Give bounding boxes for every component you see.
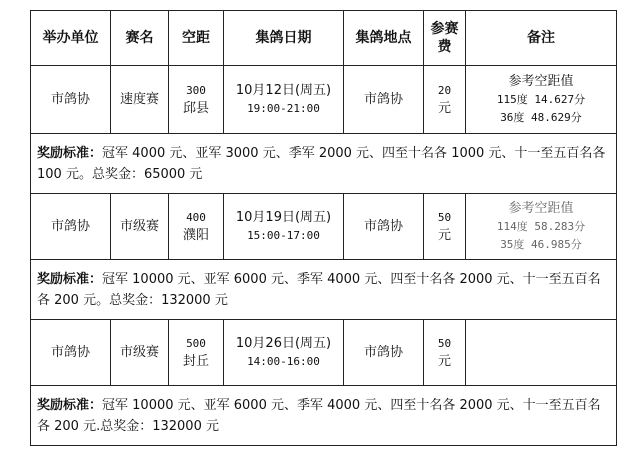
header-collection-venue: 集鸽地点: [344, 11, 424, 66]
header-entry-fee: 参赛费: [424, 11, 466, 66]
race-schedule-table: [30, 10, 617, 446]
race-name-cell: 市级赛: [111, 194, 169, 260]
fee-unit: 元: [437, 227, 451, 243]
venue-cell: 市鸽协: [344, 194, 424, 260]
release-location: 濮阳: [182, 227, 209, 243]
release-location: 封丘: [182, 353, 209, 369]
reward-cell: [31, 134, 617, 194]
date-cell: [224, 320, 344, 386]
organizer-cell: 市鸽协: [31, 66, 111, 134]
distance-cell: [169, 194, 224, 260]
race-name-cell: 速度赛: [111, 66, 169, 134]
fee-value: 50: [437, 210, 452, 224]
distance-value: 300: [186, 83, 206, 97]
fee-value: 20: [437, 83, 452, 97]
notes-cell: [466, 320, 617, 386]
distance-cell: [169, 66, 224, 134]
header-distance: 空距: [169, 11, 224, 66]
reward-row: [31, 386, 617, 446]
organizer-cell: 市鸽协: [31, 194, 111, 260]
header-collection-date: 集鸽日期: [224, 11, 344, 66]
notes-value: 36度 48.629分: [500, 110, 582, 124]
header-organizer: 举办单位: [31, 11, 111, 66]
collection-time: 14:00-16:00: [247, 354, 320, 368]
notes-cell: [466, 66, 617, 134]
reward-row: [31, 260, 617, 320]
table-row: [31, 66, 617, 134]
fee-cell: [424, 320, 466, 386]
fee-unit: 元: [437, 100, 451, 116]
fee-cell: [424, 66, 466, 134]
race-name-cell: 市级赛: [111, 320, 169, 386]
collection-time: 15:00-17:00: [247, 228, 320, 242]
collection-date: 10月26日(周五): [235, 335, 332, 351]
date-cell: [224, 66, 344, 134]
reward-label: 奖励标准：: [37, 271, 103, 287]
distance-value: 400: [186, 210, 206, 224]
collection-date: 10月19日(周五): [235, 209, 332, 225]
header-notes: 备注: [466, 11, 617, 66]
organizer-cell: 市鸽协: [31, 320, 111, 386]
reward-cell: [31, 386, 617, 446]
notes-cell: [466, 194, 617, 260]
reward-text: 冠军 4000 元、亚军 3000 元、季军 2000 元、四至十名各 1000 元、十一至五百名各 100 元。总奖金：65000 元: [37, 145, 606, 182]
distance-cell: [169, 320, 224, 386]
venue-cell: 市鸽协: [344, 320, 424, 386]
collection-date: 10月12日(周五): [235, 82, 332, 98]
reward-text: 冠军 10000 元、亚军 6000 元、季军 4000 元、四至十名各 2000 元、十一至五百名各 200 元.总奖金：132000 元: [37, 397, 601, 434]
notes-value: 115度 14.627分: [496, 92, 586, 106]
notes-title: 参考空距值: [508, 200, 574, 216]
header-race-name: 赛名: [111, 11, 169, 66]
reward-text: 冠军 10000 元、亚军 6000 元、季军 4000 元、四至十名各 2000 元、十一至五百名各 200 元。总奖金：132000 元: [37, 271, 601, 308]
release-location: 邱县: [182, 100, 209, 116]
reward-label: 奖励标准：: [37, 397, 103, 413]
distance-value: 500: [186, 336, 206, 350]
date-cell: [224, 194, 344, 260]
reward-row: [31, 134, 617, 194]
table-row: [31, 194, 617, 260]
table-header-row: [31, 11, 617, 66]
fee-cell: [424, 194, 466, 260]
reward-label: 奖励标准：: [37, 145, 103, 161]
venue-cell: 市鸽协: [344, 66, 424, 134]
notes-title: 参考空距值: [508, 73, 574, 89]
fee-value: 50: [437, 336, 452, 350]
notes-value: 35度 46.985分: [500, 237, 582, 251]
notes-value: 114度 58.283分: [496, 219, 586, 233]
table-row: [31, 320, 617, 386]
fee-unit: 元: [437, 353, 451, 369]
reward-cell: [31, 260, 617, 320]
collection-time: 19:00-21:00: [247, 101, 320, 115]
